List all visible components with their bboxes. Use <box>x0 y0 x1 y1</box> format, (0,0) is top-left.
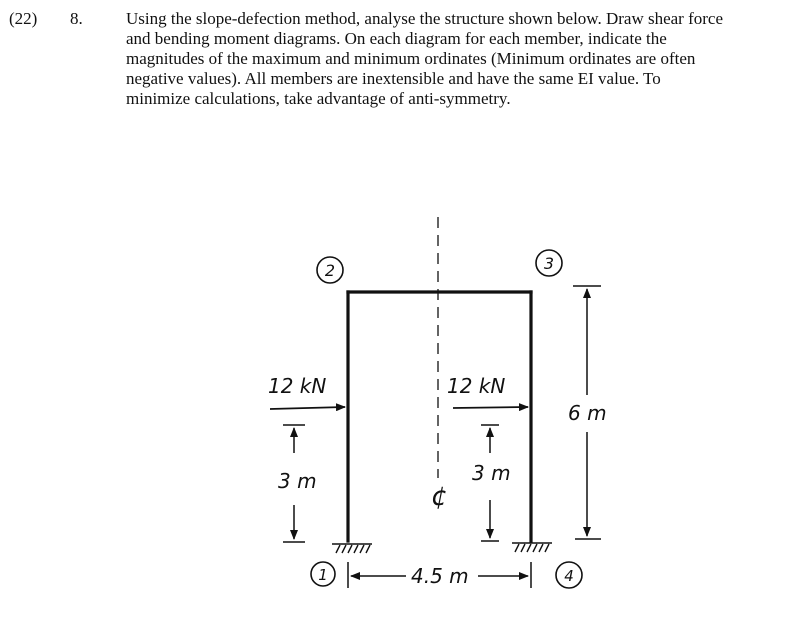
item-number: 8. <box>70 9 83 28</box>
statement-line: negative values). All members are inextensible and have the same EI value. To <box>126 69 661 88</box>
node-label-3 <box>536 250 562 276</box>
dim-left-height-label: 3 m <box>278 469 317 493</box>
centerline-symbol: ¢ <box>431 482 448 512</box>
node-3-text: 3 <box>543 254 555 273</box>
statement-line: Using the slope-defection method, analyse the structure shown below. Draw shear force <box>126 9 724 28</box>
statement-line: minimize calculations, take advantage of anti-symmetry. <box>126 89 511 108</box>
node-4-text: 4 <box>564 567 574 585</box>
statement-line: magnitudes of the maximum and minimum ordinates (Minimum ordinates are often <box>126 49 696 68</box>
fixed-support-right <box>512 543 552 552</box>
fixed-support-left <box>332 544 372 553</box>
dim-right-height-label: 3 m <box>472 461 511 485</box>
node-label-2 <box>317 257 343 283</box>
question-number: (22) <box>9 9 38 28</box>
load-left <box>268 374 345 409</box>
load-right <box>447 374 528 408</box>
node-1-text: 1 <box>318 566 328 584</box>
node-2-text: 2 <box>324 261 336 280</box>
dim-span-label: 4.5 m <box>411 564 469 588</box>
load-left-label: 12 kN <box>268 374 327 398</box>
statement-line: and bending moment diagrams. On each diagram for each member, indicate the <box>126 29 667 48</box>
load-right-label: 12 kN <box>447 374 506 398</box>
node-label-4 <box>556 562 582 588</box>
node-label-1 <box>311 562 335 586</box>
dim-total-height-label: 6 m <box>568 401 607 425</box>
